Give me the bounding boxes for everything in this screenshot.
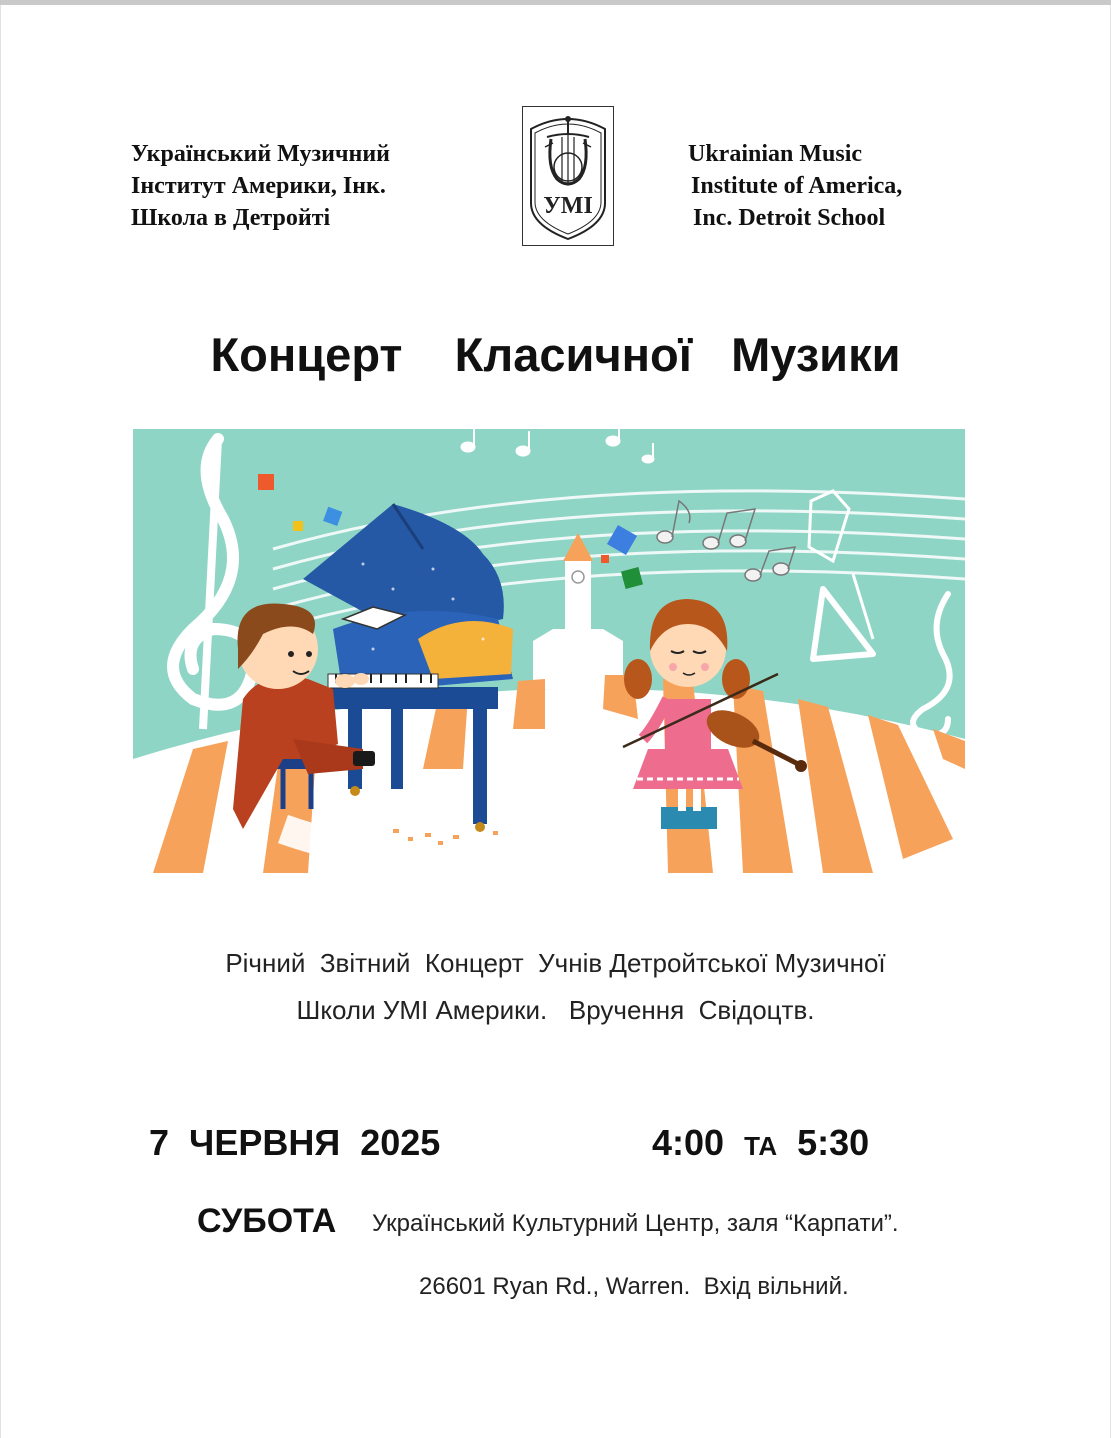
header-ua-line-1: Український Музичний — [131, 141, 390, 167]
time-end: 5:30 — [797, 1122, 870, 1163]
header-ukrainian — [131, 138, 390, 234]
concert-title: Концерт Класичної Музики — [210, 328, 901, 381]
header-en-line-3: Inc. Detroit School — [693, 205, 886, 231]
concert-illustration — [133, 429, 965, 873]
event-date: 7 ЧЕРВНЯ 2025 — [149, 1122, 441, 1163]
confetti — [258, 474, 274, 490]
logo-text: УМІ — [543, 193, 593, 219]
viewer-top-bar — [0, 0, 1111, 5]
header-en-line-2: Institute of America, — [691, 173, 903, 199]
confetti — [293, 521, 303, 531]
time-start: 4:00 — [652, 1122, 725, 1163]
header-english — [688, 138, 902, 234]
event-time — [652, 1121, 869, 1168]
institute-logo — [522, 106, 614, 246]
header-ua-line-3: Школа в Детройті — [131, 205, 331, 231]
confetti — [601, 555, 609, 563]
event-day: СУБОТА — [197, 1202, 337, 1240]
event-venue: Український Культурний Центр, заля “Карпати”. — [372, 1210, 899, 1237]
page-left-edge — [0, 5, 1, 1438]
event-address: 26601 Ryan Rd., Warren. Вхід вільний. — [419, 1273, 849, 1300]
description-line-2: Школи УМІ Америки. Вручення Свідоцтв. — [296, 995, 815, 1025]
header-ua-line-2: Інститут Америки, Інк. — [131, 173, 386, 199]
description-line-1: Річний Звітний Концерт Учнів Детройтської Музичної — [225, 948, 886, 978]
lyre-logo-icon — [523, 107, 613, 245]
header-en-line-1: Ukrainian Music — [688, 141, 863, 167]
time-joiner: ТА — [744, 1131, 778, 1161]
